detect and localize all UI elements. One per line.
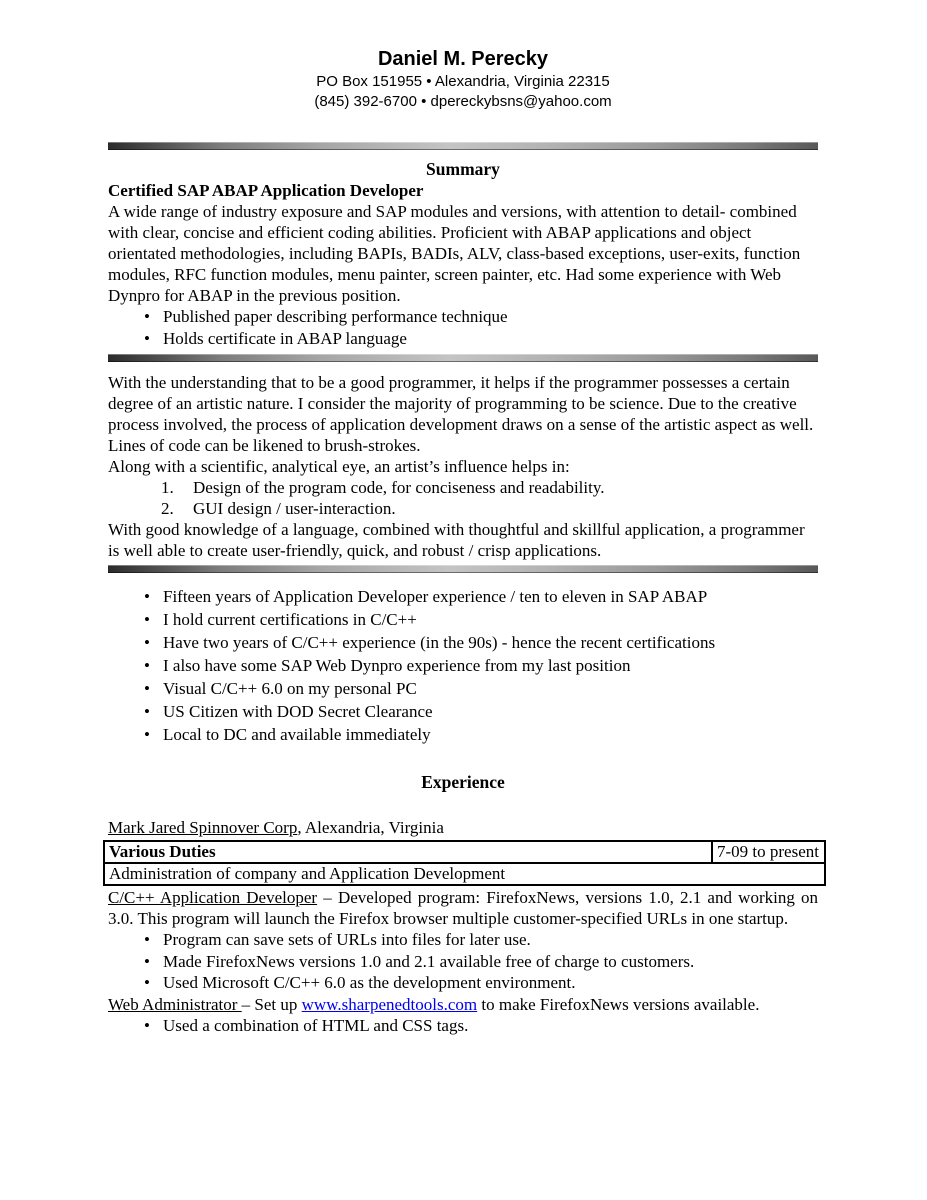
summary-heading: Summary	[426, 159, 500, 179]
list-item: • Made FirefoxNews versions 1.0 and 2.1 available free of charge to customers.	[108, 951, 818, 973]
summary-paragraph: A wide range of industry exposure and SAP modules and versions, with attention to detail- combined with clear, concise and efficient coding abilities. Proficient with ABAP applications and object orientated methodologies, including BAPIs, BADIs, ALV, class-based exceptions, user-exits, function modules, RFC function modules, menu painter, screen painter, etc. Had some experience with Web Dynpro for ABAP in the previous position.	[108, 202, 801, 305]
list-item: • Used a combination of HTML and CSS tags.	[108, 1015, 818, 1037]
experience-heading: Experience	[421, 772, 505, 792]
list-item: • Used Microsoft C/C++ 6.0 as the development environment.	[108, 972, 818, 994]
role1-description: Developed program: FirefoxNews, versions 1.0, 2.1 and working on 3.0. This program will launch the Firefox browser multiple customer-specified URLs in one startup.	[108, 888, 819, 928]
list-item: • Program can save sets of URLs into files for later use.	[108, 929, 818, 951]
table-row	[104, 841, 825, 863]
role1-title: C/C++ Application Developer	[108, 888, 318, 907]
list-item: • US Citizen with DOD Secret Clearance	[108, 700, 818, 723]
resume-header	[108, 46, 818, 112]
highlights-bullet-list	[108, 585, 818, 746]
list-item: • Holds certificate in ABAP language	[108, 328, 818, 350]
section-divider	[108, 142, 818, 150]
list-item: • Have two years of C/C++ experience (in the 90s) - hence the recent certifications	[108, 631, 818, 654]
list-item: GUI design / user-interaction.	[193, 499, 396, 518]
duties-table	[103, 840, 826, 886]
summary-subheading: Certified SAP ABAP Application Developer	[108, 181, 424, 200]
list-item: • Fifteen years of Application Developer experience / ten to eleven in SAP ABAP	[108, 585, 818, 608]
duties-description-cell: Administration of company and Application Development	[104, 863, 825, 885]
role2-suffix: to make FirefoxNews versions available.	[477, 994, 760, 1014]
list-item: • I also have some SAP Web Dynpro experience from my last position	[108, 654, 818, 677]
summary-bullet-list	[108, 306, 818, 349]
list-item: • Published paper describing performance technique	[108, 306, 818, 328]
list-item: • I hold current certifications in C/C++	[108, 608, 818, 631]
role2-bullet-list	[108, 1015, 818, 1037]
company-name: Mark Jared Spinnover Corp	[108, 818, 298, 837]
section-divider	[108, 565, 818, 573]
contact-line: (845) 392-6700 • dpereckybsns@yahoo.com	[314, 93, 612, 110]
role2-connector: – Set up	[241, 994, 302, 1014]
philosophy-paragraph: With the understanding that to be a good programmer, it helps if the programmer possesses a certain degree of an artistic nature. I consider the majority of programming to be science. Due to the creative process involved, the process of application development draws on a sense of the artistic aspect as well. Lines of code can be likened to brush-strokes.	[108, 373, 814, 455]
list-item: Design of the program code, for conciseness and readability.	[193, 478, 605, 497]
role2-title: Web Administrator	[108, 994, 242, 1014]
list-item: • Local to DC and available immediately	[108, 723, 818, 746]
role1-separator: –	[317, 888, 338, 907]
role1-bullet-list	[108, 929, 818, 994]
philosophy-lead-in: Along with a scientific, analytical eye, an artist’s influence helps in:	[108, 457, 570, 476]
person-name: Daniel M. Perecky	[377, 48, 549, 70]
list-item: • Visual C/C++ 6.0 on my personal PC	[108, 677, 818, 700]
address-line: PO Box 151955 • Alexandria, Virginia 22315	[316, 73, 610, 90]
table-row	[104, 863, 825, 885]
company-location: , Alexandria, Virginia	[297, 818, 444, 837]
duties-dates-cell: 7-09 to present	[712, 841, 825, 863]
role2-line	[108, 994, 818, 1015]
philosophy-numbered-list	[108, 477, 818, 519]
website-link[interactable]: www.sharpenedtools.com	[301, 994, 478, 1014]
company-line	[108, 817, 818, 838]
duties-title-cell: Various Duties	[104, 841, 712, 863]
section-divider	[108, 354, 818, 362]
philosophy-paragraph-2: With good knowledge of a language, combined with thoughtful and skillful application, a programmer is well able to create user-friendly, quick, and robust / crisp applications.	[108, 520, 805, 560]
role1-paragraph	[108, 887, 818, 929]
